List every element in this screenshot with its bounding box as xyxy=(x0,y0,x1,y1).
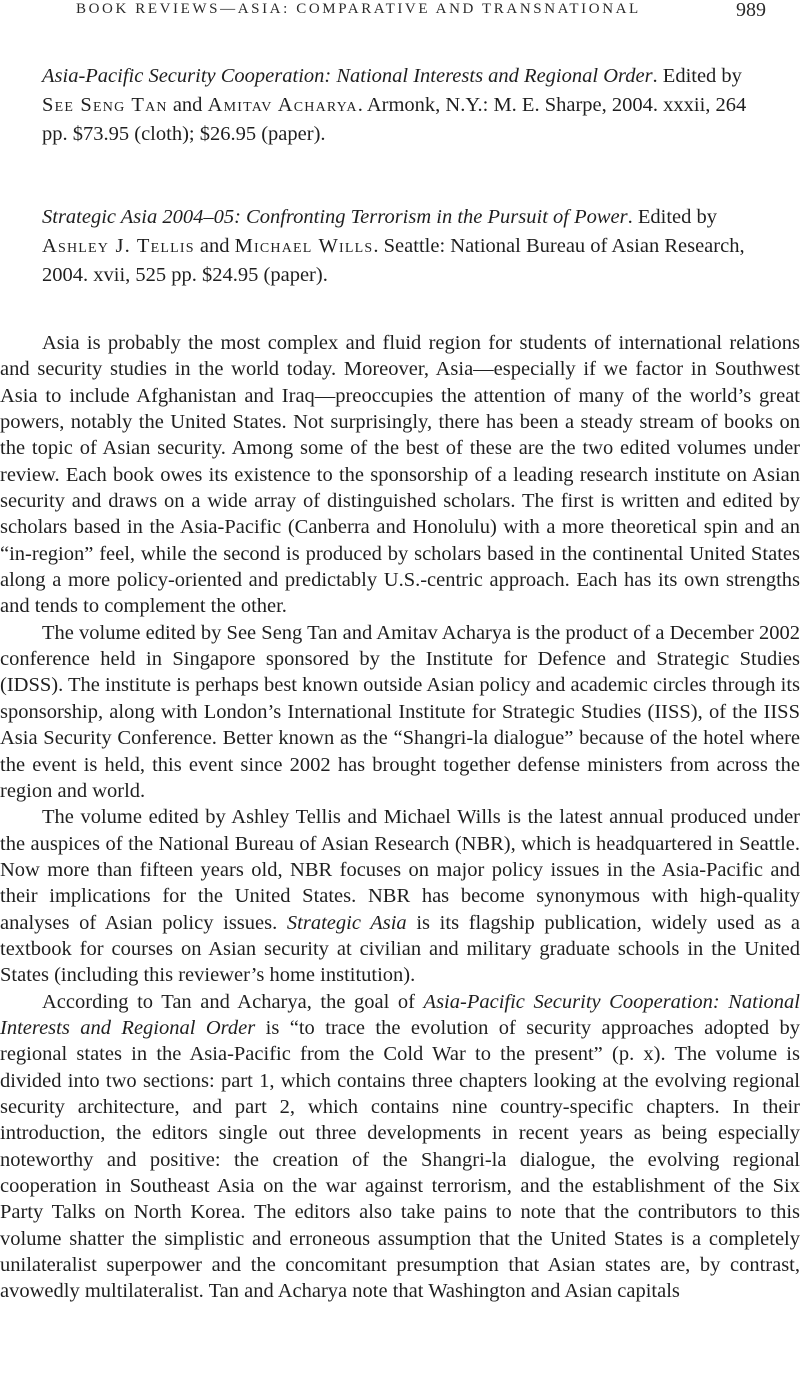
publication-details: . Seattle: National Bureau of Asian Research, 2004. xvii, 525 pp. $24.95 (paper). xyxy=(42,235,745,286)
edited-by-text: . Edited by xyxy=(627,206,718,228)
review-body xyxy=(0,330,800,1305)
paragraph-2: The volume edited by See Seng Tan and Amitav Acharya is the product of a December 2002 conference held in Singapore sponsored by the Institute for Defence and Strategic Studies (IDSS). The institute is perhaps best known outside Asian policy and academic circles through its sponsorship, along with London’s International Institute for Strategic Studies (IISS), of the IISS Asia Security Conference. Better known as the “Shangri-la dialogue” because of the hotel where the event is held, this event since 2002 has brought together defense ministers from across the region and world. xyxy=(0,621,800,802)
editor-name: Amitav Acharya xyxy=(207,94,358,116)
publication-title-italic: Strategic Asia xyxy=(286,911,407,934)
editor-name: See Seng Tan xyxy=(42,94,168,116)
paragraph-3 xyxy=(0,804,800,988)
paragraph-4-text-b: is “to trace the evolution of security approaches adopted by regional states in the Asia-Pacific from the Cold War to the present” (p. x). The volume is divided into two sections: part 1, which contains three chapters looking at the evolving regional security architecture, and part 2, which contains nine country-specific chapters. In their introduction, the editors single out three developments in recent years as being especially noteworthy and positive: the creation of the Shangri-la dialogue, the evolving regional cooperation in Southeast Asia on the war against terrorism, and the establishment of the Six Party Talks on North Korea. The editors also take pains to note that the contributors to this volume shatter the simplistic and erroneous assumption that the United States is a completely unilateralist superpower and the concomitant presumption that Asian states are, by contrast, avowedly multilateralist. Tan and Acharya note that Washington and Asian capitals xyxy=(0,1016,800,1303)
paragraph-4-text-a: According to Tan and Acharya, the goal of xyxy=(42,990,424,1013)
paragraph-3-text-a: The volume edited by Ashley Tellis and Michael Wills is the latest annual produced under the auspices of the National Bureau of Asian Research (NBR), which is headquartered in Seattle. Now more than fifteen years old, NBR focuses on major policy issues in the Asia-Pacific and their implications for the United States. NBR has become synonymous with high-quality analyses of Asian policy issues. xyxy=(0,806,800,934)
conjunction-text: and xyxy=(167,94,208,116)
editor-name: Michael Wills xyxy=(234,235,374,257)
edited-by-text: . Edited by xyxy=(652,65,742,87)
editor-name: Ashley J. Tellis xyxy=(42,235,195,257)
running-header xyxy=(0,0,800,24)
conjunction-text: and xyxy=(194,235,235,257)
book-title-2: Strategic Asia 2004–05: Confronting Terrorism in the Pursuit of Power xyxy=(42,206,628,228)
paragraph-4 xyxy=(0,989,800,1305)
running-header-title: BOOK REVIEWS—ASIA: COMPARATIVE AND TRANSNATIONAL xyxy=(76,1,641,17)
book-citation-1 xyxy=(42,62,760,149)
book-title-italic: Asia-Pacific Security Cooperation: National Interests and Regional Order xyxy=(0,990,800,1039)
paragraph-1: Asia is probably the most complex and fluid region for students of international relations and security studies in the world today. Moreover, Asia—especially if we factor in Southwest Asia to include Afghanistan and Iraq—preoccupies the attention of many of the world’s great powers, notably the United States. Not surprisingly, there has been a steady stream of books on the topic of Asian security. Among some of the best of these are the two edited volumes under review. Each book owes its existence to the sponsorship of a leading research institute on Asian security and draws on a wide array of distinguished scholars. The first is written and edited by scholars based in the Asia-Pacific (Canberra and Honolulu) with a more theoretical spin and an “in-region” feel, while the second is produced by scholars based in the continental United States along a more policy-oriented and predictably U.S.-centric approach. Each has its own strengths and tends to complement the other. xyxy=(0,332,800,618)
page-number: 989 xyxy=(736,0,766,21)
book-citation-2 xyxy=(42,203,760,290)
publication-details: . Armonk, N.Y.: M. E. Sharpe, 2004. xxxii, 264 pp. $73.95 (cloth); $26.95 (paper). xyxy=(42,94,747,145)
paragraph-3-text-b: is its flagship publication, widely used as a textbook for courses on Asian security at civilian and military graduate schools in the United States (including this reviewer’s home institution). xyxy=(0,911,800,987)
book-title-1: Asia-Pacific Security Cooperation: National Interests and Regional Order xyxy=(42,65,653,87)
